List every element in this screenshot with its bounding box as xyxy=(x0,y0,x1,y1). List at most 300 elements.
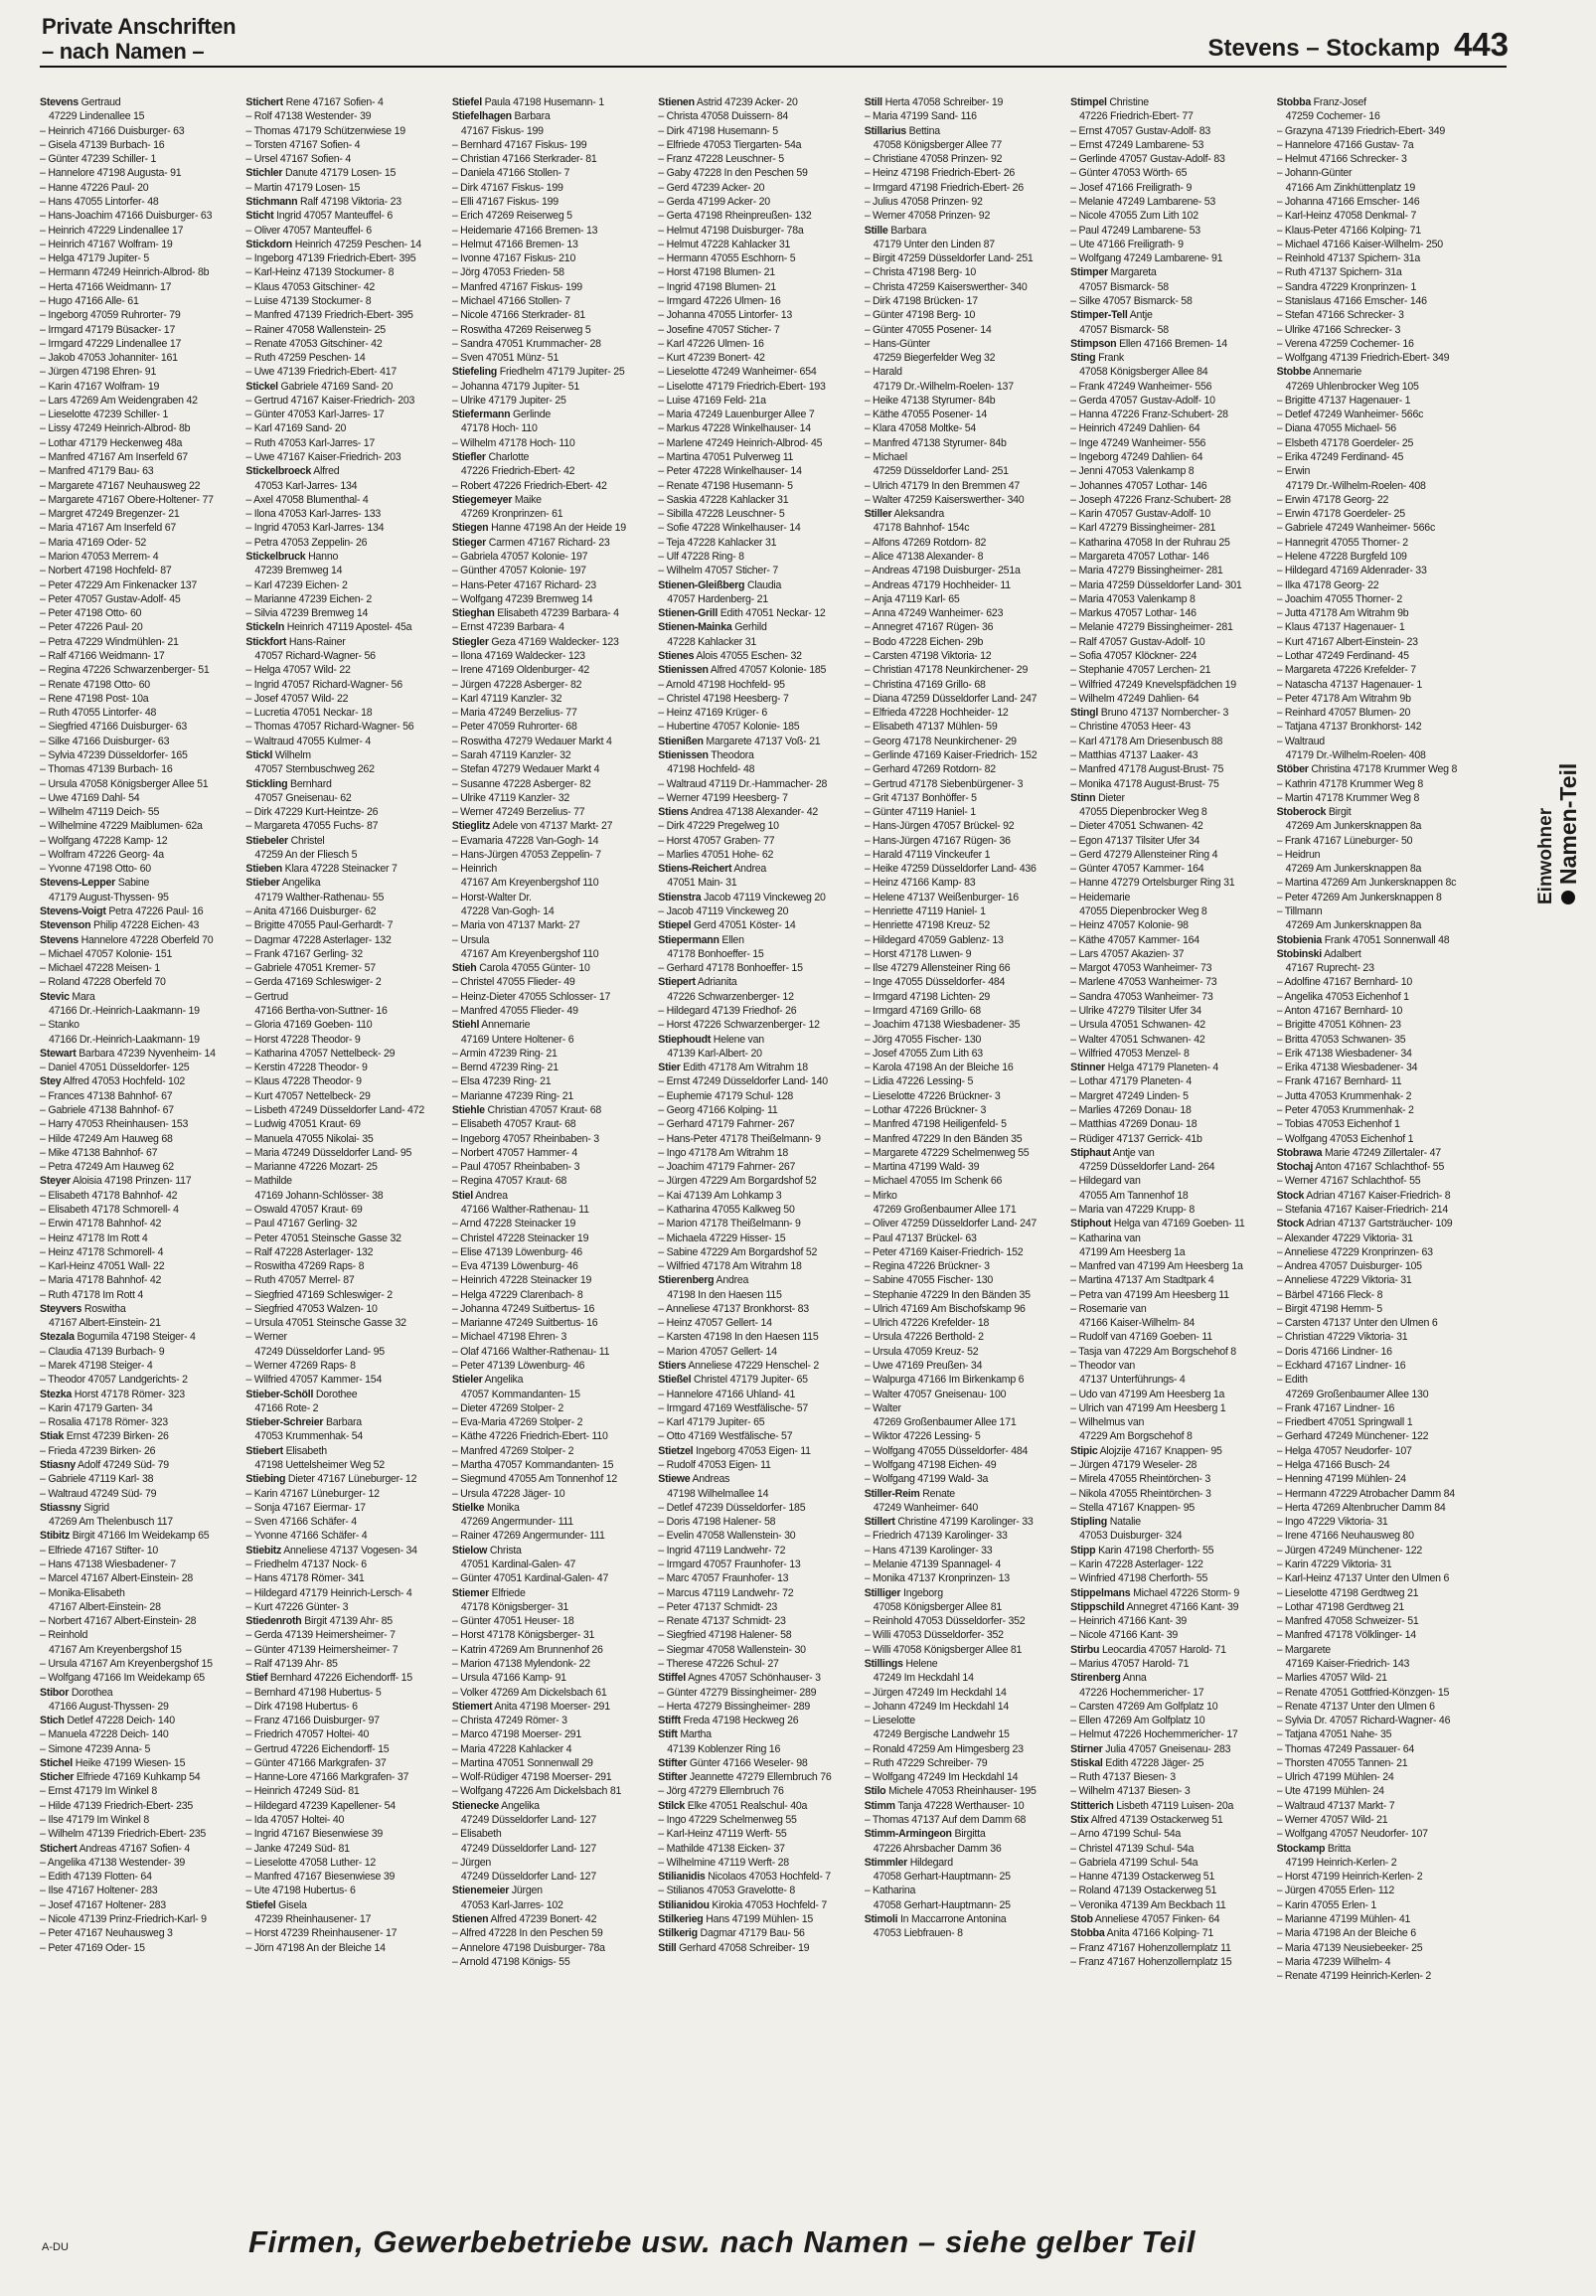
directory-entry xyxy=(658,834,852,848)
entry-surname: Stier xyxy=(658,1062,681,1074)
entry-text: – Gabriele 47249 Wanheimer- 566c xyxy=(1276,522,1435,535)
directory-entry xyxy=(658,1472,852,1486)
entry-text: – Franz 47228 Leuschner- 5 xyxy=(658,153,784,166)
directory-entry xyxy=(658,777,852,791)
directory-entry xyxy=(452,918,646,932)
directory-entry xyxy=(865,1018,1058,1032)
entry-text: – Hannelore 47166 Uhland- 41 xyxy=(658,1388,796,1400)
directory-entry xyxy=(452,138,646,152)
entry-text: Roswitha xyxy=(83,1302,126,1315)
directory-entry xyxy=(40,706,234,720)
entry-text: – Josef 47055 Zum Lith 63 xyxy=(864,1047,983,1060)
entry-text: – Jenni 47053 Valenkamp 8 xyxy=(1070,465,1195,478)
directory-entry xyxy=(452,1884,646,1897)
directory-entry xyxy=(452,1033,646,1047)
entry-text: – Ruth 47137 Biesen- 3 xyxy=(1070,1771,1176,1784)
entry-text: – Janke 47249 Süd- 81 xyxy=(245,1842,350,1855)
entry-text: – Katharina van xyxy=(1070,1231,1141,1244)
directory-entry xyxy=(245,1245,439,1259)
entry-text: – Karin 47167 Lüneburger- 12 xyxy=(245,1487,380,1500)
entry-text: – Hanne-Lore 47166 Markgrafen- 37 xyxy=(245,1771,409,1784)
directory-entry xyxy=(865,706,1058,720)
entry-text: – Thomas 47139 Burbach- 16 xyxy=(40,763,173,776)
directory-entry xyxy=(1070,720,1264,734)
directory-entry xyxy=(1277,1004,1471,1018)
directory-entry xyxy=(658,251,852,265)
entry-surname: Sticher xyxy=(40,1771,75,1784)
entry-text: – Marlene 47249 Heinrich-Albrod- 45 xyxy=(658,436,823,449)
directory-entry xyxy=(1070,777,1264,791)
directory-entry xyxy=(658,280,852,294)
directory-entry xyxy=(658,1515,852,1529)
entry-surname: Stiel xyxy=(451,1189,473,1202)
entry-text: – Lieselotte xyxy=(864,1715,915,1727)
directory-entry xyxy=(245,777,439,791)
directory-entry xyxy=(1277,649,1471,663)
directory-entry xyxy=(245,224,439,238)
entry-text: – Ingeborg 47249 Dahlien- 64 xyxy=(1070,451,1203,464)
entry-text: – Karin 47179 Garten- 34 xyxy=(40,1401,153,1414)
directory-entry xyxy=(452,265,646,279)
directory-entry xyxy=(1070,550,1264,564)
directory-entry xyxy=(452,1047,646,1061)
entry-text: – Michael xyxy=(864,451,907,464)
directory-entry xyxy=(1277,1245,1471,1259)
entry-text: – Karola 47198 An der Bleiche 16 xyxy=(864,1062,1014,1074)
directory-entry xyxy=(452,1870,646,1884)
entry-text: – Lieselotte 47239 Schiller- 1 xyxy=(40,409,169,421)
entry-text: – Hans-Peter 47167 Richard- 23 xyxy=(451,578,596,591)
entry-surname: Stiebeler xyxy=(245,834,288,847)
entry-text: – Frank 47167 Bernhard- 11 xyxy=(1276,1075,1402,1088)
entry-text: – Marianne 47239 Ring- 21 xyxy=(451,1089,573,1102)
directory-entry xyxy=(1277,1856,1471,1870)
directory-entry xyxy=(452,1600,646,1614)
entry-text: – Marianne 47199 Mühlen- 41 xyxy=(1276,1913,1411,1925)
directory-entry xyxy=(40,450,234,464)
entry-text: – Natascha 47137 Hagenauer- 1 xyxy=(1276,678,1423,691)
entry-surname: Stienen xyxy=(451,1913,489,1925)
directory-entry xyxy=(865,1501,1058,1515)
entry-text: – Ruth 47057 Merrel- 87 xyxy=(245,1274,355,1287)
entry-text: – Margarete 47229 Schelmenweg 55 xyxy=(864,1146,1030,1159)
entry-text: – Gloria 47169 Goeben- 110 xyxy=(245,1019,373,1032)
entry-text: – Elisabeth 47057 Kraut- 68 xyxy=(451,1118,576,1131)
directory-entry xyxy=(1070,1146,1264,1160)
entry-text: Elfriede xyxy=(491,1586,526,1599)
entry-text: Jeannette 47279 Ellernbruch 76 xyxy=(689,1771,832,1784)
directory-entry xyxy=(40,1898,234,1912)
entry-text: Annemarie xyxy=(1313,366,1362,379)
directory-entry xyxy=(1277,1103,1471,1117)
directory-entry xyxy=(1277,1515,1471,1529)
directory-entry xyxy=(865,521,1058,535)
entry-surname: Stichert xyxy=(245,96,283,108)
entry-text: – Jutta 47178 Am Witrahm 9b xyxy=(1276,607,1409,620)
directory-entry xyxy=(1070,1628,1264,1642)
entry-text: 47053 Liebfrauen- 8 xyxy=(873,1927,963,1940)
entry-text: – Heinz 47198 Friedrich-Ebert- 26 xyxy=(864,167,1016,180)
directory-entry xyxy=(1070,1700,1264,1714)
entry-text: Ingeborg xyxy=(903,1586,943,1599)
entry-text: 47166 Dr.-Heinrich-Laakmann- 19 xyxy=(49,1005,200,1017)
directory-entry xyxy=(1070,1302,1264,1316)
section-title xyxy=(42,14,236,64)
directory-entry xyxy=(245,1842,439,1856)
entry-text: – Maria 47053 Valenkamp 8 xyxy=(1070,592,1196,605)
directory-entry xyxy=(452,1217,646,1230)
entry-text: 47058 Königsberger Allee 81 xyxy=(873,1600,1003,1613)
directory-entry xyxy=(1277,904,1471,918)
entry-text: – Dirk 47229 Pregelweg 10 xyxy=(658,820,779,833)
directory-entry xyxy=(1277,464,1471,478)
entry-text: – Gerhard 47249 Münchener- 122 xyxy=(1276,1430,1429,1443)
directory-entry xyxy=(452,224,646,238)
entry-text: – Peter 47059 Ruhrorter- 68 xyxy=(451,721,577,734)
directory-entry xyxy=(1277,1316,1471,1330)
entry-text: – Wilhelm 47139 Friedrich-Ebert- 235 xyxy=(40,1828,207,1841)
entry-text: – Tatjana 47137 Bronkhorst- 142 xyxy=(1276,721,1422,734)
entry-text: – Anton 47167 Bernhard- 10 xyxy=(1276,1005,1403,1017)
directory-entry xyxy=(452,819,646,833)
entry-text: – Rolf 47138 Westender- 39 xyxy=(245,110,372,123)
directory-entry xyxy=(245,109,439,123)
entry-surname: Stickelbruck xyxy=(245,551,306,563)
entry-text: – Hans 47138 Wiesbadener- 7 xyxy=(40,1558,176,1570)
entry-text: – Elisabeth 47137 Mühlen- 59 xyxy=(864,721,998,734)
entry-text: – Helga 47057 Wild- 22 xyxy=(245,664,351,677)
entry-text: – Ida 47057 Holtei- 40 xyxy=(245,1814,345,1827)
entry-text: – Ulrich 47179 In den Bremmen 47 xyxy=(864,479,1020,492)
entry-text: Elisabeth 47239 Barbara- 4 xyxy=(497,607,619,620)
entry-text: – Lothar 47198 Gerdtweg 21 xyxy=(1276,1600,1404,1613)
entry-text: – Ulrike 47119 Kanzler- 32 xyxy=(451,791,569,804)
entry-text: – Henriette 47119 Haniel- 1 xyxy=(864,905,986,918)
entry-text: – Diana 47055 Michael- 56 xyxy=(1276,422,1396,435)
entry-text: – Gerhard 47269 Rotdorn- 82 xyxy=(864,763,996,776)
entry-surname: Stiefel xyxy=(245,1898,276,1911)
directory-entry xyxy=(1277,791,1471,805)
entry-text: – Heinz 47057 Kolonie- 98 xyxy=(1070,919,1189,932)
directory-entry xyxy=(1070,891,1264,904)
directory-entry xyxy=(40,1273,234,1287)
entry-text: – Karl 47178 Am Driesenbusch 88 xyxy=(1070,735,1223,747)
directory-entry xyxy=(452,109,646,123)
directory-entry xyxy=(1277,1288,1471,1302)
directory-entry xyxy=(1070,1316,1264,1330)
entry-text: – Dirk 47198 Brücken- 17 xyxy=(864,294,978,307)
directory-entry xyxy=(1277,1259,1471,1273)
entry-text: – Gerlinde 47057 Gustav-Adolf- 83 xyxy=(1070,153,1225,166)
entry-text: – Werner 47057 Wild- 21 xyxy=(1276,1814,1388,1827)
entry-text: – Manfred 47167 Fiskus- 199 xyxy=(451,280,582,293)
directory-entry xyxy=(658,1827,852,1841)
directory-entry xyxy=(1277,124,1471,138)
entry-text: – Andreas 47198 Duisburger- 251a xyxy=(864,565,1021,577)
entry-surname: Stichert xyxy=(40,1842,78,1855)
directory-entry xyxy=(1277,1870,1471,1884)
directory-entry xyxy=(40,1571,234,1585)
entry-text: – Maria 47259 Düsseldorfer Land- 301 xyxy=(1070,578,1242,591)
directory-entry xyxy=(245,947,439,961)
entry-text: – Maria 47279 Bissingheimer- 281 xyxy=(1070,565,1223,577)
entry-surname: Stifter xyxy=(658,1771,688,1784)
directory-entry xyxy=(40,124,234,138)
entry-surname: Stieler xyxy=(451,1374,483,1387)
entry-text: – Heinrich 47229 Lindenallee 17 xyxy=(40,224,184,237)
entry-text: 47167 Am Kreyenbergshof 110 xyxy=(460,877,599,890)
entry-text: – Gertrud xyxy=(245,990,288,1003)
directory-entry xyxy=(1070,109,1264,123)
footer-code: A-DU xyxy=(42,2241,69,2253)
directory-entry xyxy=(245,649,439,663)
directory-entry xyxy=(1277,1884,1471,1897)
entry-surname: Stickelbroeck xyxy=(245,465,312,478)
entry-text: Detlef 47228 Deich- 140 xyxy=(67,1715,175,1727)
entry-text: – Waltraud 47249 Süd- 79 xyxy=(40,1487,157,1500)
entry-text: Heinrich 47119 Apostel- 45a xyxy=(286,621,412,634)
entry-text: – Frances 47138 Bahnhof- 67 xyxy=(40,1089,173,1102)
entry-surname: Stietzel xyxy=(658,1444,694,1457)
directory-entry xyxy=(40,1373,234,1387)
entry-text: – Birgit 47198 Hemm- 5 xyxy=(1276,1302,1382,1315)
entry-text: Annegret 47166 Kant- 39 xyxy=(1126,1600,1239,1613)
entry-text: – Sabine 47055 Fischer- 130 xyxy=(864,1274,993,1287)
directory-entry xyxy=(245,265,439,279)
directory-entry xyxy=(452,1160,646,1174)
directory-entry xyxy=(40,606,234,620)
entry-text: – Rainer 47269 Angermunder- 111 xyxy=(451,1530,605,1543)
directory-entry xyxy=(1070,464,1264,478)
entry-text: – Silke 47057 Bismarck- 58 xyxy=(1070,294,1193,307)
directory-column-7 xyxy=(1277,95,1471,2183)
entry-text: Hanno xyxy=(308,551,339,563)
entry-text: – Michael 47166 Stollen- 7 xyxy=(451,294,570,307)
directory-entry xyxy=(865,848,1058,862)
entry-text: 47178 Königsberger- 31 xyxy=(460,1600,569,1613)
directory-entry xyxy=(1277,1330,1471,1344)
entry-text: Philip 47228 Eichen- 43 xyxy=(93,919,200,932)
directory-entry xyxy=(658,1700,852,1714)
entry-surname: Stiak xyxy=(40,1430,65,1443)
directory-entry xyxy=(658,635,852,649)
directory-entry xyxy=(452,1912,646,1926)
directory-entry xyxy=(658,166,852,180)
entry-text: – Evelin 47058 Wallenstein- 30 xyxy=(658,1530,796,1543)
directory-entry xyxy=(865,1345,1058,1359)
entry-text: – Johannes 47057 Lothar- 146 xyxy=(1070,479,1207,492)
entry-text: Anita 47198 Moerser- 291 xyxy=(494,1700,610,1713)
entry-surname: Stimmler xyxy=(864,1856,908,1869)
directory-entry xyxy=(452,904,646,918)
directory-entry xyxy=(452,1429,646,1443)
directory-entry xyxy=(452,1458,646,1472)
entry-text: – Peter 47198 Otto- 60 xyxy=(40,607,142,620)
directory-entry xyxy=(658,1316,852,1330)
directory-entry xyxy=(40,109,234,123)
directory-entry xyxy=(1070,351,1264,365)
entry-text: – Eckhard 47167 Lindner- 16 xyxy=(1276,1360,1406,1373)
directory-entry xyxy=(452,1926,646,1940)
directory-entry xyxy=(1070,848,1264,862)
directory-entry xyxy=(865,1586,1058,1600)
directory-entry xyxy=(1070,1472,1264,1486)
entry-text: Claudia xyxy=(746,578,782,591)
directory-entry xyxy=(865,1217,1058,1230)
entry-text: – Sandra 47051 Krummacher- 28 xyxy=(451,337,601,350)
directory-entry xyxy=(1070,1047,1264,1061)
entry-text: – Ilse 47167 Holtener- 283 xyxy=(40,1885,158,1897)
entry-surname: Stichler xyxy=(245,167,283,180)
entry-text: – Friedhelm 47137 Nock- 6 xyxy=(245,1558,367,1570)
entry-text: – Wiktor 47226 Lessing- 5 xyxy=(864,1430,981,1443)
directory-entry xyxy=(1070,1033,1264,1047)
directory-entry xyxy=(452,933,646,947)
directory-entry xyxy=(1070,1273,1264,1287)
directory-entry xyxy=(452,521,646,535)
entry-text: 47199 Am Heesberg 1a xyxy=(1079,1245,1186,1258)
entry-text: – Helmut 47228 Kahlacker 31 xyxy=(658,238,791,250)
entry-surname: Stevenson xyxy=(40,919,91,932)
entry-text: – Ute 47198 Hubertus- 6 xyxy=(245,1885,356,1897)
directory-entry xyxy=(1070,1586,1264,1600)
directory-entry xyxy=(865,947,1058,961)
entry-text: – Sven 47051 Münz- 51 xyxy=(451,352,559,365)
entry-text: 47179 Dr.-Wilhelm-Roelen- 408 xyxy=(1285,479,1426,492)
directory-entry xyxy=(865,1898,1058,1912)
directory-entry xyxy=(245,1643,439,1657)
directory-entry xyxy=(1277,1472,1471,1486)
entry-text: Margarete 47137 Voß- 21 xyxy=(706,735,821,747)
entry-text: – Annelore 47198 Duisburger- 78a xyxy=(451,1941,605,1954)
entry-text: 47226 Friedrich-Ebert- 42 xyxy=(460,465,575,478)
entry-text: Gerhild xyxy=(734,621,767,634)
entry-text: – Wolfgang 47139 Friedrich-Ebert- 349 xyxy=(1276,352,1450,365)
directory-entry xyxy=(452,706,646,720)
entry-text: – Robert 47226 Friedrich-Ebert- 42 xyxy=(451,479,607,492)
directory-entry xyxy=(40,1472,234,1486)
directory-entry xyxy=(658,1174,852,1188)
directory-entry xyxy=(865,1189,1058,1203)
entry-text: – Marion 47057 Gellert- 14 xyxy=(658,1345,777,1358)
directory-entry xyxy=(865,1174,1058,1188)
entry-text: – Rüdiger 47137 Gerrick- 41b xyxy=(1070,1132,1202,1145)
directory-entry xyxy=(452,649,646,663)
entry-text: – Manfred van 47199 Am Heesberg 1a xyxy=(1070,1260,1243,1273)
entry-text: – Torsten 47167 Sofien- 4 xyxy=(245,138,361,151)
directory-entry xyxy=(1070,1558,1264,1571)
directory-entry xyxy=(865,1472,1058,1486)
directory-entry xyxy=(40,209,234,223)
directory-entry xyxy=(658,1870,852,1884)
directory-entry xyxy=(245,834,439,848)
entry-text: – Karl-Heinz 47051 Wall- 22 xyxy=(40,1260,165,1273)
entry-text: – Ulrike 47279 Tilsiter Ufer 34 xyxy=(1070,1005,1201,1017)
directory-entry xyxy=(245,1061,439,1074)
entry-text: 47198 Uettelsheimer Weg 52 xyxy=(254,1459,385,1471)
entry-text: – Horst 47199 Heinrich-Kerlen- 2 xyxy=(1276,1871,1423,1884)
entry-text: Adrian 47167 Kaiser-Friedrich- 8 xyxy=(1306,1189,1451,1202)
directory-entry xyxy=(1070,521,1264,535)
directory-entry xyxy=(865,933,1058,947)
directory-entry xyxy=(865,493,1058,507)
entry-text: – Luise 47139 Stockumer- 8 xyxy=(245,294,372,307)
entry-text: – Lisbeth 47249 Düsseldorfer Land- 472 xyxy=(245,1103,424,1116)
entry-text: – Marco 47198 Moerser- 291 xyxy=(451,1728,581,1741)
directory-entry xyxy=(865,1415,1058,1429)
entry-text: Karin 47198 Cherforth- 55 xyxy=(1098,1544,1214,1557)
entry-text: – Brigitte 47051 Köhnen- 23 xyxy=(1276,1019,1401,1032)
directory-entry xyxy=(40,1856,234,1870)
directory-entry xyxy=(1277,819,1471,833)
directory-entry xyxy=(1277,1061,1471,1074)
entry-surname: Stilkerig xyxy=(658,1927,698,1940)
entry-text: – Jürgen xyxy=(451,1856,492,1869)
entry-text: – Gabriele 47138 Bahnhof- 67 xyxy=(40,1103,174,1116)
directory-entry xyxy=(245,1487,439,1501)
entry-text: – Lothar 47249 Ferdinand- 45 xyxy=(1276,649,1409,662)
directory-entry xyxy=(40,337,234,351)
entry-text: – Teja 47228 Kahlacker 31 xyxy=(658,536,777,549)
entry-text: 47139 Karl-Albert- 20 xyxy=(667,1047,762,1060)
directory-entry xyxy=(1277,1544,1471,1558)
directory-entry xyxy=(865,990,1058,1004)
directory-entry xyxy=(865,138,1058,152)
directory-entry xyxy=(245,436,439,450)
directory-entry xyxy=(1277,1714,1471,1727)
directory-entry xyxy=(245,1558,439,1571)
directory-entry xyxy=(1277,748,1471,762)
entry-text: Maike xyxy=(514,493,542,506)
directory-entry xyxy=(245,195,439,209)
directory-entry xyxy=(1277,224,1471,238)
entry-text: – Edith xyxy=(1276,1374,1308,1387)
directory-entry xyxy=(1277,1415,1471,1429)
entry-text: Rene 47167 Sofien- 4 xyxy=(285,96,384,108)
directory-entry xyxy=(865,918,1058,932)
directory-entry xyxy=(1277,1359,1471,1373)
entry-text: Tanja 47228 Werthauser- 10 xyxy=(897,1799,1025,1812)
entry-surname: Sticht xyxy=(245,210,274,223)
entry-text: – Friedrich 47057 Holtei- 40 xyxy=(245,1728,370,1741)
entry-text: – Hilde 47139 Friedrich-Ebert- 235 xyxy=(40,1799,194,1812)
directory-entry xyxy=(452,1089,646,1103)
entry-text: – Roswitha 47269 Reiserweg 5 xyxy=(451,323,591,336)
directory-entry xyxy=(1070,1827,1264,1841)
entry-text: – Regina 47226 Schwarzenberger- 51 xyxy=(40,664,210,677)
bullet-icon xyxy=(1561,891,1575,904)
entry-text: – Käthe 47055 Posener- 14 xyxy=(864,409,988,421)
directory-entry xyxy=(40,1401,234,1415)
directory-entry xyxy=(1070,337,1264,351)
directory-entry xyxy=(245,1742,439,1756)
entry-text: – Melanie 47249 Lambarene- 53 xyxy=(1070,195,1216,208)
directory-entry xyxy=(865,166,1058,180)
entry-text: – Hans-Joachim 47166 Duisburger- 63 xyxy=(40,210,213,223)
entry-text: 47259 Düsseldorfer Land- 251 xyxy=(873,465,1009,478)
entry-surname: Stevens xyxy=(40,96,79,108)
entry-text: – Grazyna 47139 Friedrich-Ebert- 349 xyxy=(1276,124,1445,137)
directory-entry xyxy=(1070,1089,1264,1103)
entry-surname: Stilo xyxy=(864,1785,886,1798)
entry-text: – Marion 47178 Theißelmann- 9 xyxy=(658,1218,801,1230)
entry-text: 47259 An der Fliesch 5 xyxy=(254,848,358,861)
directory-entry xyxy=(40,904,234,918)
directory-entry xyxy=(452,152,646,166)
entry-text: – Käthe 47057 Kammer- 164 xyxy=(1070,933,1199,946)
entry-text: Barbara 47239 Nyvenheim- 14 xyxy=(79,1047,216,1060)
directory-entry xyxy=(865,1458,1058,1472)
